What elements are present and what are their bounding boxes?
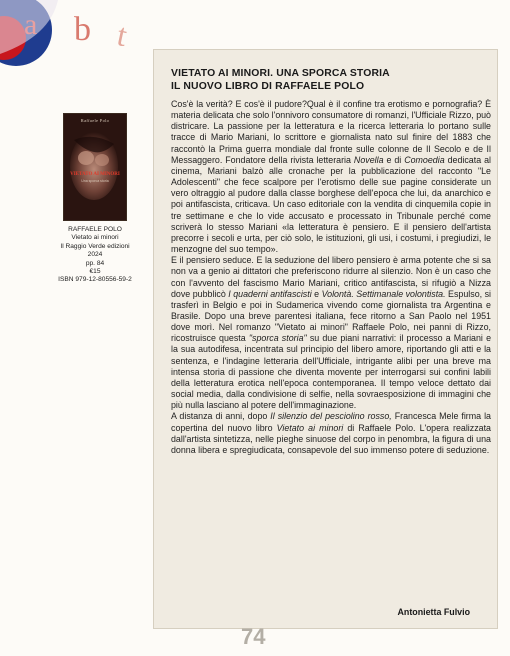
text-run: Cos'è la verità? E cos'è il pudore?Qual è il confine tra erotismo e pornografia? È materia delicata che solo l'onnivoro consumatore di romanzi, l'Ufficiale Rizzo, può districare. La passione per la letteratura e la ricerca letteraria lo portano sulle tracce di Mario Mariani, lo scrittore e giornalista nato sul finire del 1883 che raccontò la Prima guerra mondiale dal fronte sulle colonne de Il Secolo e de Il Messaggero. Fondatore della rivista letteraria <box>171 99 491 165</box>
book-title: Vietato ai minori <box>71 234 119 242</box>
cover-illustration <box>64 114 126 220</box>
paragraph-2 <box>171 255 491 411</box>
article-body <box>171 99 491 456</box>
article-title-line1: VIETATO AI MINORI. UNA SPORCA STORIA <box>171 68 390 79</box>
text-run-italic: Il silenzio del pesciolino rosso, <box>270 411 392 422</box>
book-isbn: ISBN 979-12-80556-59-2 <box>58 276 132 284</box>
logo-letter-a: a <box>24 8 38 41</box>
article-title-line2: IL NUOVO LIBRO DI RAFFAELE POLO <box>171 81 365 92</box>
text-run: dedicata al cinema, Mariani balzò alle cronache per la pubblicazione del racconto "Le Adolescenti" che fece scalpore per l'erotismo delle sue pagine considerate un vero oltraggio al pudore dalla classe borghese dell'epoca che lui, da anarchico e poi antifascista, criticava. Un caso editoriale con la vendita di cinquemila copie in tre settimane e che lo vide accusato e processato in Tribunale perché come scriverà lo stesso Mariani «la letteratura è pensiero. E il pensiero dell'artista precorre i secoli e urta, per ciò solo, le istituzioni, gli usi, i costumi, i pregiudizi, le menzogne del suo tempo». <box>171 154 491 255</box>
text-run: A distanza di anni, dopo <box>171 411 271 422</box>
book-price: €15 <box>89 268 101 276</box>
text-run-italic: Novella <box>353 154 384 165</box>
article-signature: Antonietta Fulvio <box>397 607 470 617</box>
text-run: e di <box>383 154 405 165</box>
text-run-italic: "sporca storia" <box>248 333 307 344</box>
book-sidebar <box>44 113 146 285</box>
magazine-logo <box>0 0 150 80</box>
book-info <box>44 226 146 285</box>
article-title <box>171 67 491 93</box>
logo-letter-t: t <box>114 16 131 54</box>
text-run: e <box>311 288 322 299</box>
cover-title: VIETATO AI MINORI <box>70 172 120 177</box>
text-run-italic: Vietato ai minori <box>276 422 344 433</box>
text-run: su due piani narrativi: il processo a Mariani e la sua autodifesa, incentrata sul principio del libero amore, riportando gli atti e la sentenza, e l'indagine letteraria dell'Ufficiale, intrigante alibi per una breve ma intensa storia di passione che diventa movente per interrogarsi sui confini labili della letteratura erotica nell'epoca contemporanea. Il tempo veloce dettato dai social media, dalla condivisione di selfie, nella sovraesposizione di immagini che più nulla lasciano al potere dell'immaginazione. <box>171 333 491 411</box>
paragraph-3 <box>171 411 491 456</box>
text-run: E il pensiero seduce. E la seduzione del libero pensiero è arma potente che si sa non va a genio ai dittatori che preferiscono ridurre al silenzio. Non è un caso che con l'avvento del fascismo Mario Mariani, critico antifascista, si rifugiò a Nizza dove pubblicò <box>171 255 491 299</box>
text-run-italic: Volontà. Settimanale volontista. <box>321 288 446 299</box>
text-run-italic: Comoedia <box>404 154 445 165</box>
text-run: di Raffaele Polo. L'opera realizzata dall'artista sintetizza, nelle pieghe sinuose del corpo in penombra, la figura di una donna libera e spregiudicata, consapevole del suo immenso potere di seduzione. <box>171 422 491 455</box>
text-run: Espulso, si trasferì in Belgio e poi in Sudamerica vivendo come giornalista tra Argentina e Brasile. Dopo una breve parentesi italiana, fece ritorno a San Paolo nel 1951 dove morì. Nel romanzo "Vietato ai minori" Raffaele Polo, nei panni di Rizzo, ricostruisce questa <box>171 288 491 344</box>
cover-subtitle: Una sporca storia <box>81 179 109 183</box>
book-pages: pp. 84 <box>85 259 105 267</box>
logo-letter-b: b <box>74 11 91 48</box>
book-year: 2024 <box>87 251 103 259</box>
book-cover <box>63 113 127 221</box>
text-run-italic: I quaderni antifascisti <box>228 288 312 299</box>
paragraph-1 <box>171 99 491 255</box>
text-run: Francesca Mele firma la copertina del nuovo libro <box>171 411 491 433</box>
page-number: 74 <box>241 624 266 649</box>
book-author: RAFFAELE POLO <box>68 226 122 233</box>
book-publisher: Il Raggio Verde edizioni <box>60 242 130 250</box>
cover-author: Raffaele Polo <box>80 118 110 123</box>
